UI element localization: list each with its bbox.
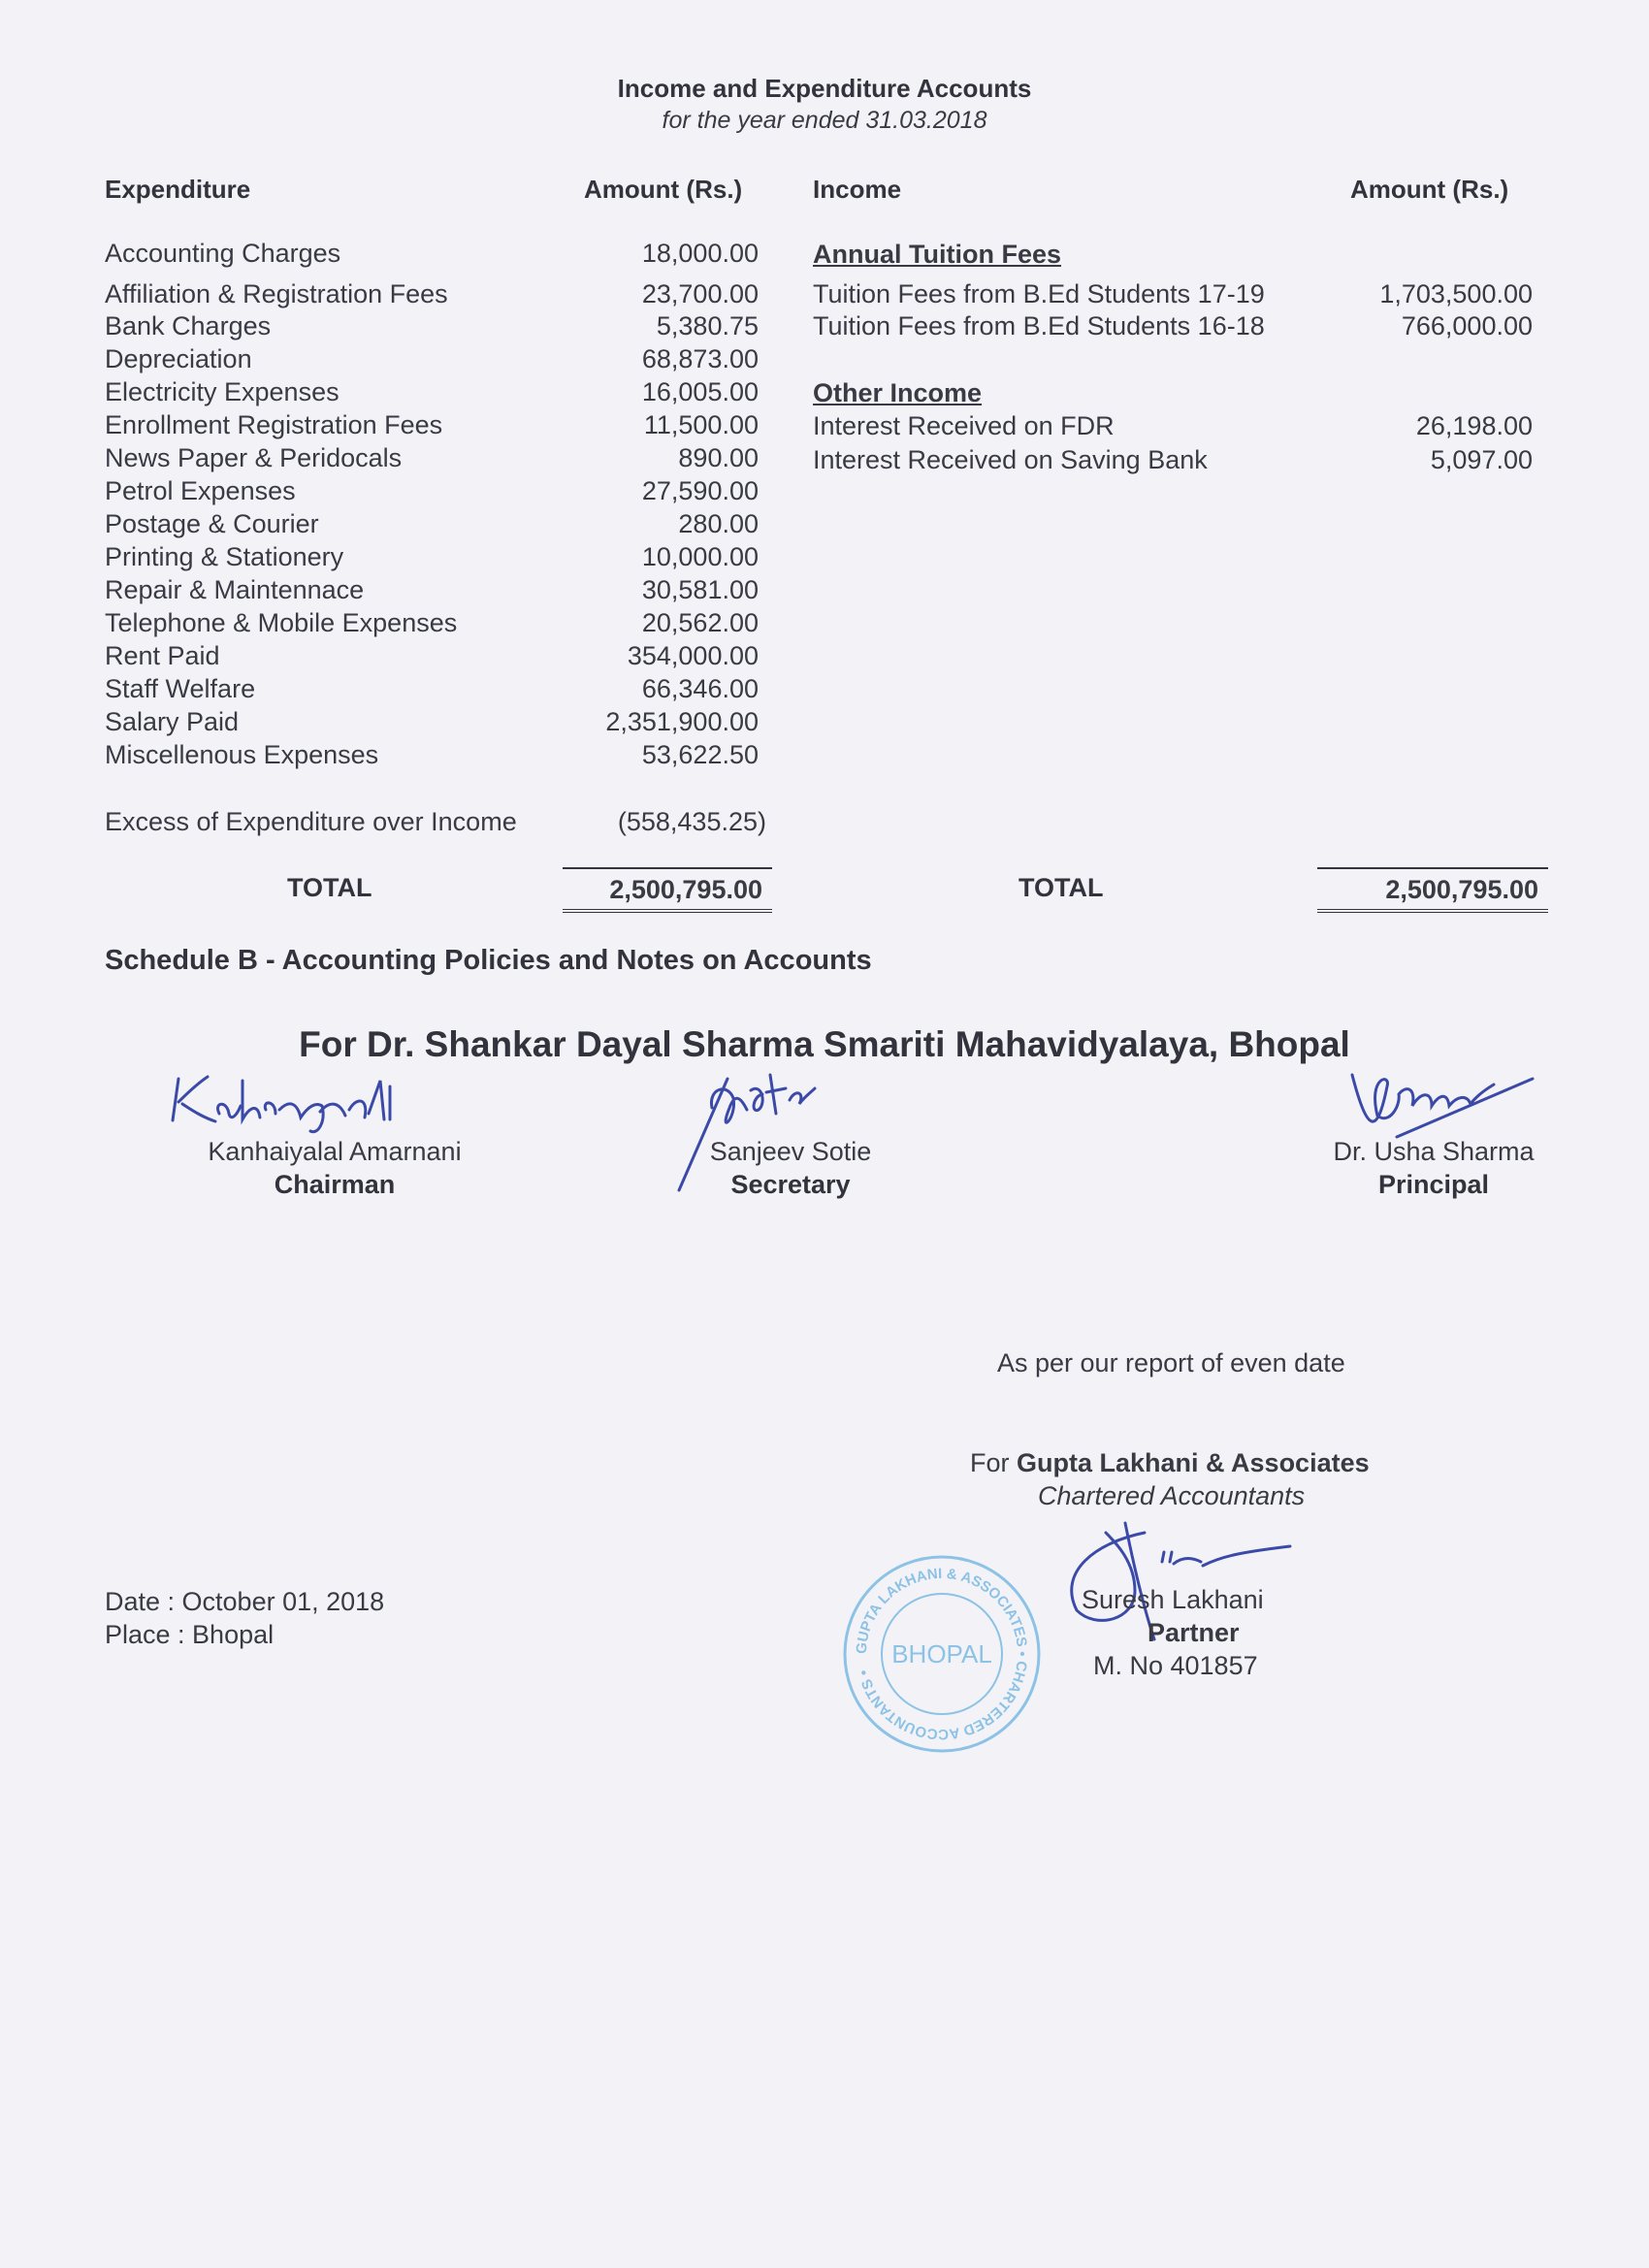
expenditure-item-label: News Paper & Peridocals — [105, 443, 403, 472]
other-income-heading: Other Income — [813, 378, 983, 407]
expenditure-item-label: Salary Paid — [105, 707, 240, 736]
principal-signature — [1339, 1057, 1552, 1150]
date-line: Date : October 01, 2018 — [105, 1587, 385, 1616]
stamp-center-text: BHOPAL — [891, 1639, 992, 1669]
expenditure-item-amount: 890.00 — [678, 443, 759, 472]
expenditure-item-amount: 16,005.00 — [641, 377, 759, 406]
membership-number: M. No 401857 — [1093, 1651, 1258, 1680]
report-note: As per our report of even date — [997, 1348, 1345, 1377]
chairman-role: Chairman — [274, 1170, 396, 1199]
expenditure-item-amount: 2,351,900.00 — [605, 707, 759, 736]
place-line: Place : Bhopal — [105, 1620, 275, 1649]
partner-name: Suresh Lakhani — [1082, 1585, 1264, 1614]
expenditure-item-amount: 23,700.00 — [641, 279, 759, 308]
expenditure-item-label: Telephone & Mobile Expenses — [105, 608, 458, 637]
expenditure-item-amount: 10,000.00 — [641, 542, 759, 571]
expenditure-item-amount: 18,000.00 — [641, 239, 759, 268]
for-college-line: For Dr. Shankar Dayal Sharma Smariti Mahavidyalaya, Bhopal — [299, 1024, 1350, 1064]
expenditure-item-amount: 30,581.00 — [641, 575, 759, 604]
excess-amount: (558,435.25) — [617, 807, 766, 836]
secretary-role: Secretary — [730, 1170, 851, 1199]
chairman-name: Kanhaiyalal Amarnani — [208, 1137, 462, 1166]
income-item-label: Tuition Fees from B.Ed Students 16-18 — [813, 311, 1265, 340]
expenditure-header: Expenditure — [105, 175, 251, 204]
expenditure-item-label: Accounting Charges — [105, 239, 341, 268]
expenditure-item-amount: 53,622.50 — [641, 740, 759, 769]
total-left-amount: 2,500,795.00 — [563, 867, 772, 913]
amount-left-header: Amount (Rs.) — [584, 175, 743, 204]
secretary-name: Sanjeev Sotie — [709, 1137, 872, 1166]
income-item-label: Interest Received on FDR — [813, 411, 1115, 440]
expenditure-item-label: Affiliation & Registration Fees — [105, 279, 448, 308]
expenditure-item-amount: 27,590.00 — [641, 476, 759, 505]
income-item-label: Interest Received on Saving Bank — [813, 445, 1208, 474]
expenditure-item-amount: 5,380.75 — [656, 311, 759, 340]
chairman-signature — [165, 1067, 485, 1140]
expenditure-item-label: Miscellenous Expenses — [105, 740, 379, 769]
auditor-firm: Gupta Lakhani & Associates — [1017, 1448, 1370, 1477]
expenditure-item-amount: 20,562.00 — [641, 608, 759, 637]
tuition-heading: Annual Tuition Fees — [813, 240, 1061, 269]
total-right-amount: 2,500,795.00 — [1317, 867, 1548, 913]
income-item-label: Tuition Fees from B.Ed Students 17-19 — [813, 279, 1265, 308]
income-item-amount: 1,703,500.00 — [1379, 279, 1533, 308]
expenditure-item-amount: 280.00 — [678, 509, 759, 538]
income-item-amount: 766,000.00 — [1401, 311, 1533, 340]
partner-role: Partner — [1148, 1618, 1240, 1647]
expenditure-item-amount: 354,000.00 — [627, 641, 759, 670]
auditor-stamp — [840, 1552, 1044, 1761]
expenditure-item-label: Printing & Stationery — [105, 542, 344, 571]
svg-text:GUPTA LAKHANI & ASSOCIATES • C: GUPTA LAKHANI & ASSOCIATES • CHARTERED ACCOUNTANTS • — [853, 1565, 1031, 1743]
expenditure-item-amount: 68,873.00 — [641, 344, 759, 373]
principal-role: Principal — [1377, 1170, 1490, 1199]
income-item-amount: 5,097.00 — [1430, 445, 1533, 474]
expenditure-item-label: Rent Paid — [105, 641, 220, 670]
expenditure-item-label: Postage & Courier — [105, 509, 319, 538]
expenditure-item-label: Staff Welfare — [105, 674, 256, 703]
expenditure-item-label: Enrollment Registration Fees — [105, 410, 443, 439]
auditor-for-line — [970, 1448, 1370, 1478]
principal-name: Dr. Usha Sharma — [1333, 1137, 1535, 1166]
expenditure-item-label: Depreciation — [105, 344, 252, 373]
document-subtitle: for the year ended 31.03.2018 — [662, 107, 987, 134]
auditor-firm-type: Chartered Accountants — [1038, 1481, 1306, 1510]
expenditure-item-label: Bank Charges — [105, 311, 272, 340]
total-left-label: TOTAL — [287, 873, 372, 902]
expenditure-item-amount: 66,346.00 — [641, 674, 759, 703]
expenditure-item-label: Electricity Expenses — [105, 377, 340, 406]
total-right-label: TOTAL — [1018, 873, 1104, 902]
excess-label: Excess of Expenditure over Income — [105, 807, 517, 836]
income-header: Income — [813, 175, 902, 204]
document-title: Income and Expenditure Accounts — [617, 74, 1032, 103]
auditor-for-prefix: For — [970, 1448, 1018, 1477]
schedule-note: Schedule B - Accounting Policies and Notes on Accounts — [105, 945, 872, 976]
amount-right-header: Amount (Rs.) — [1350, 175, 1509, 204]
expenditure-item-amount: 11,500.00 — [643, 410, 759, 439]
expenditure-item-label: Petrol Expenses — [105, 476, 296, 505]
income-item-amount: 26,198.00 — [1415, 411, 1533, 440]
expenditure-item-label: Repair & Maintennace — [105, 575, 365, 604]
